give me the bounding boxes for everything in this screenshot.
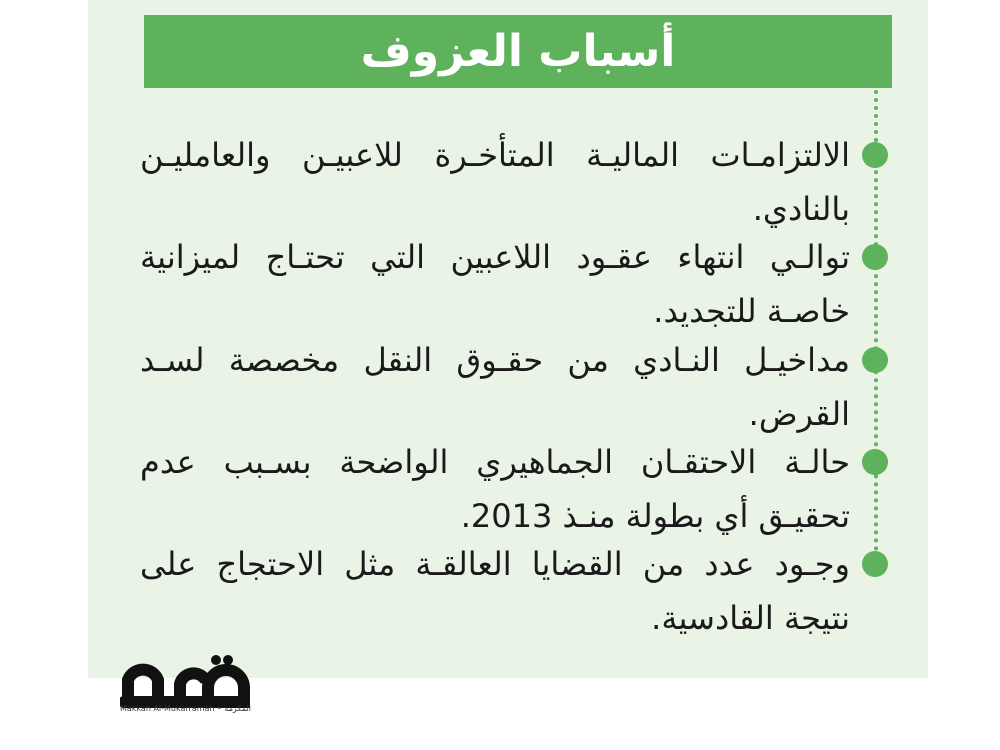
bullet-dot: [862, 347, 888, 373]
bullet-dot: [862, 142, 888, 168]
bullet-dot: [862, 449, 888, 475]
reason-item: الالتزامـات الماليـة المتأخـرة للاعبيـن والعامليـن بالنادي.: [140, 136, 850, 228]
reason-item: حالـة الاحتقـان الجماهيري الواضحة بسـبب عدم تحقيـق أي بطولة منـذ 2013.: [140, 443, 850, 535]
bullet-dot: [862, 244, 888, 270]
infobox-title: أسباب العزوف: [360, 26, 676, 77]
reason-item: مداخيـل النـادي من حقـوق النقل مخصصة لسـد القرض.: [140, 341, 850, 433]
reason-item: توالـي انتهاء عقـود اللاعبين التي تحتـاج لميزانية خاصـة للتجديد.: [140, 238, 850, 330]
title-bar: [144, 15, 892, 88]
reason-item: وجـود عدد من القضايا العالقـة مثل الاحتجاج على نتيجة القادسية.: [140, 545, 850, 637]
logo-caption: Makkah Al-Mukarramah • المكرمة: [120, 704, 252, 713]
bullet-dot: [862, 551, 888, 577]
